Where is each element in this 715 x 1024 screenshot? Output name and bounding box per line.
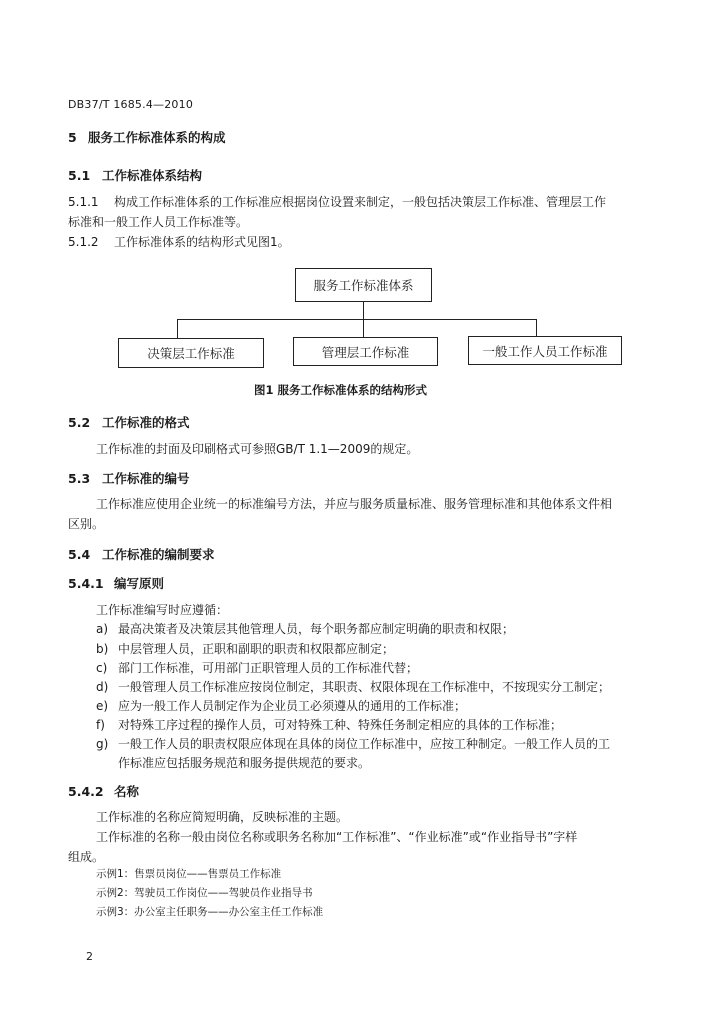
connector-vertical-top <box>363 302 364 319</box>
section-title: 工作标准的编制要求 <box>102 547 215 562</box>
list-item <box>96 697 466 714</box>
list-text: 部门工作标准，可用部门正职管理人员的工作标准代替； <box>118 661 419 675</box>
section-title: 服务工作标准体系的构成 <box>88 130 226 145</box>
section-5-4-2-heading <box>68 782 139 800</box>
section-number: 5.4.2 <box>68 784 104 799</box>
section-5-1-heading <box>68 166 202 184</box>
clause-5-2-text: 工作标准的封面及印刷格式可参照GB/T 1.1—2009的规定。 <box>96 442 419 456</box>
list-item <box>96 735 610 752</box>
list-marker: d) <box>96 680 109 694</box>
list-marker: f) <box>96 718 105 732</box>
section-number: 5.2 <box>68 415 91 430</box>
clause-5-3-line1: 工作标准应使用企业统一的标准编号方法，并应与服务质量标准、服务管理标准和其他体系文件相 <box>96 497 613 511</box>
clause-5-1-1-line1 <box>68 193 606 210</box>
list-text: 应为一般工作人员制定作为企业员工必须遵从的通用的工作标准； <box>118 699 467 713</box>
page-number: 2 <box>86 950 93 963</box>
clause-number: 5.1.1 <box>68 195 99 209</box>
example-item: 示例1：售票员岗位——售票员工作标准 <box>96 868 282 880</box>
list-marker: a) <box>96 622 109 636</box>
section-5-heading <box>68 128 226 146</box>
clause-5-4-2-para2-line2: 组成。 <box>68 850 105 864</box>
section-5-4-1-heading <box>68 574 164 592</box>
clause-5-4-2-para2-line1: 工作标准的名称一般由岗位名称或职务名称加“工作标准”、“作业标准”或“作业指导书”字样 <box>96 830 578 844</box>
clause-text: 构成工作标准体系的工作标准应根据岗位设置来制定，一般包括决策层工作标准、管理层工作 <box>114 195 607 209</box>
list-item-continuation: 作标准应包括服务规范和服务提供规范的要求。 <box>118 756 371 770</box>
list-item <box>96 659 418 676</box>
section-title: 编写原则 <box>114 576 165 591</box>
list-item <box>96 620 514 637</box>
example-item: 示例2：驾驶员工作岗位——驾驶员作业指导书 <box>96 887 313 899</box>
connector-left <box>177 319 178 338</box>
connector-right <box>536 319 537 336</box>
clause-5-4-1-intro: 工作标准编写时应遵循： <box>96 603 229 617</box>
section-title: 工作标准体系结构 <box>102 168 203 183</box>
list-marker: c) <box>96 661 108 675</box>
list-text: 最高决策者及决策层其他管理人员，每个职务都应制定明确的职责和权限； <box>118 622 515 636</box>
figure-top-box: 服务工作标准体系 <box>295 268 432 302</box>
section-title: 工作标准的格式 <box>102 415 190 430</box>
section-title: 名称 <box>114 784 140 799</box>
list-text: 中层管理人员，正职和副职的职责和权限都应制定； <box>118 642 395 656</box>
list-marker: e) <box>96 699 109 713</box>
list-text: 一般工作人员的职责权限应体现在具体的岗位工作标准中，应按工种制定。一般工作人员的工 <box>118 737 611 751</box>
clause-5-4-2-para1: 工作标准的名称应简短明确，反映标准的主题。 <box>96 810 349 824</box>
list-marker: g) <box>96 737 109 751</box>
list-item <box>96 678 610 695</box>
section-5-4-heading <box>68 545 215 563</box>
section-title: 工作标准的编号 <box>102 471 190 486</box>
section-number: 5.3 <box>68 471 91 486</box>
figure-box-decision: 决策层工作标准 <box>118 338 264 368</box>
list-text: 对特殊工序过程的操作人员，可对特殊工种、特殊任务制定相应的具体的工作标准； <box>118 718 563 732</box>
section-number: 5.4.1 <box>68 576 104 591</box>
section-5-2-heading <box>68 413 190 431</box>
section-5-3-heading <box>68 469 190 487</box>
example-item: 示例3：办公室主任职务——办公室主任工作标准 <box>96 906 324 918</box>
section-number: 5.4 <box>68 547 91 562</box>
clause-5-1-2 <box>68 233 290 250</box>
clause-5-1-1-line2: 标准和一般工作人员工作标准等。 <box>68 215 249 229</box>
list-text: 一般管理人员工作标准应按岗位制定，其职责、权限体现在工作标准中，不按现实分工制定； <box>118 680 611 694</box>
clause-number: 5.1.2 <box>68 235 99 249</box>
figure-box-general-staff: 一般工作人员工作标准 <box>468 336 622 365</box>
figure-box-management: 管理层工作标准 <box>293 337 438 366</box>
clause-text: 工作标准体系的结构形式见图1。 <box>114 235 290 249</box>
figure-caption: 图1 服务工作标准体系的结构形式 <box>254 383 428 397</box>
list-item <box>96 716 562 733</box>
connector-middle <box>363 319 364 337</box>
list-marker: b) <box>96 642 109 656</box>
list-item <box>96 640 394 657</box>
section-number: 5 <box>68 130 77 145</box>
section-number: 5.1 <box>68 168 91 183</box>
standard-code: DB37/T 1685.4—2010 <box>68 98 194 111</box>
clause-5-3-line2: 区别。 <box>68 517 105 531</box>
connector-horizontal <box>177 319 537 320</box>
